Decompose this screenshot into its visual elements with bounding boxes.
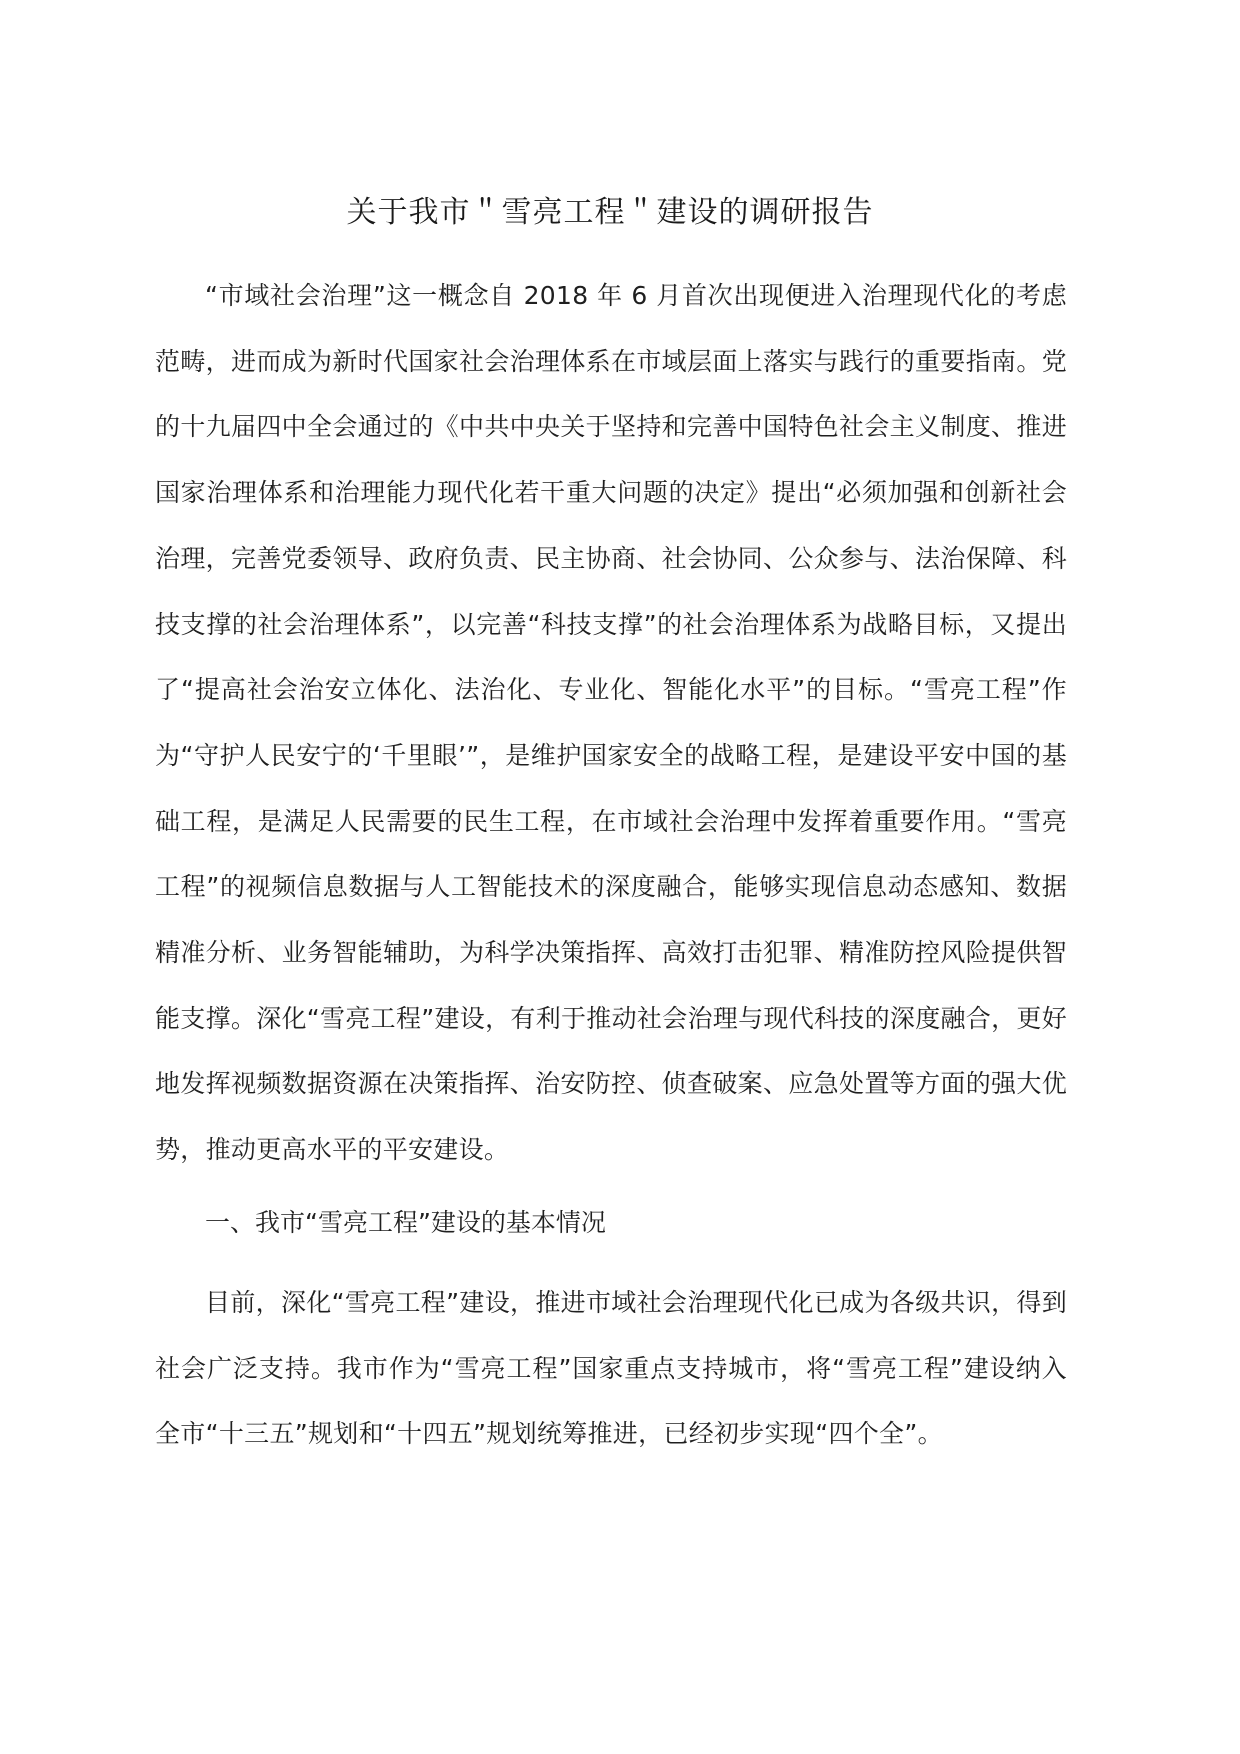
intro-paragraph: “市域社会治理”这一概念自 2018 年 6 月首次出现便进入治理现代化的考虑范畴，进而成为新时代国家社会治理体系在市域层面上落实与践行的重要指南。党的十九届四中全会通过的《中共中央关于坚持和完善中国特色社会主义制度、推进国家治理体系和治理能力现代化若干重大问题的决定》提出“必须加强和创新社会治理，完善党委领导、政府负责、民主协商、社会协同、公众参与、法治保障、科技支撑的社会治理体系”，以完善“科技支撑”的社会治理体系为战略目标，又提出了“提高社会治安立体化、法治化、专业化、智能化水平”的目标。“雪亮工程”作为“守护人民安宁的‘千里眼’”，是维护国家安全的战略工程，是建设平安中国的基础工程，是满足人民需要的民生工程，在市域社会治理中发挥着重要作用。“雪亮工程”的视频信息数据与人工智能技术的深度融合，能够实现信息动态感知、数据精准分析、业务智能辅助，为科学决策指挥、高效打击犯罪、精准防控风险提供智能支撑。深化“雪亮工程”建设，有利于推动社会治理与现代科技的深度融合，更好地发挥视频数据资源在决策指挥、治安防控、侦查破案、应急处置等方面的强大优势，推动更高水平的平安建设。 — [155, 281, 1068, 1165]
section-paragraph: 目前，深化“雪亮工程”建设，推进市域社会治理现代化已成为各级共识，得到社会广泛支持。我市作为“雪亮工程”国家重点支持城市，将“雪亮工程”建设纳入全市“十三五”规划和“十四五”规划统筹推进，已经初步实现“四个全”。 — [155, 1288, 1067, 1449]
page-title: 关于我市＂雪亮工程＂建设的调研报告 — [346, 195, 874, 230]
section-heading: 一、我市“雪亮工程”建设的基本情况 — [205, 1208, 606, 1237]
